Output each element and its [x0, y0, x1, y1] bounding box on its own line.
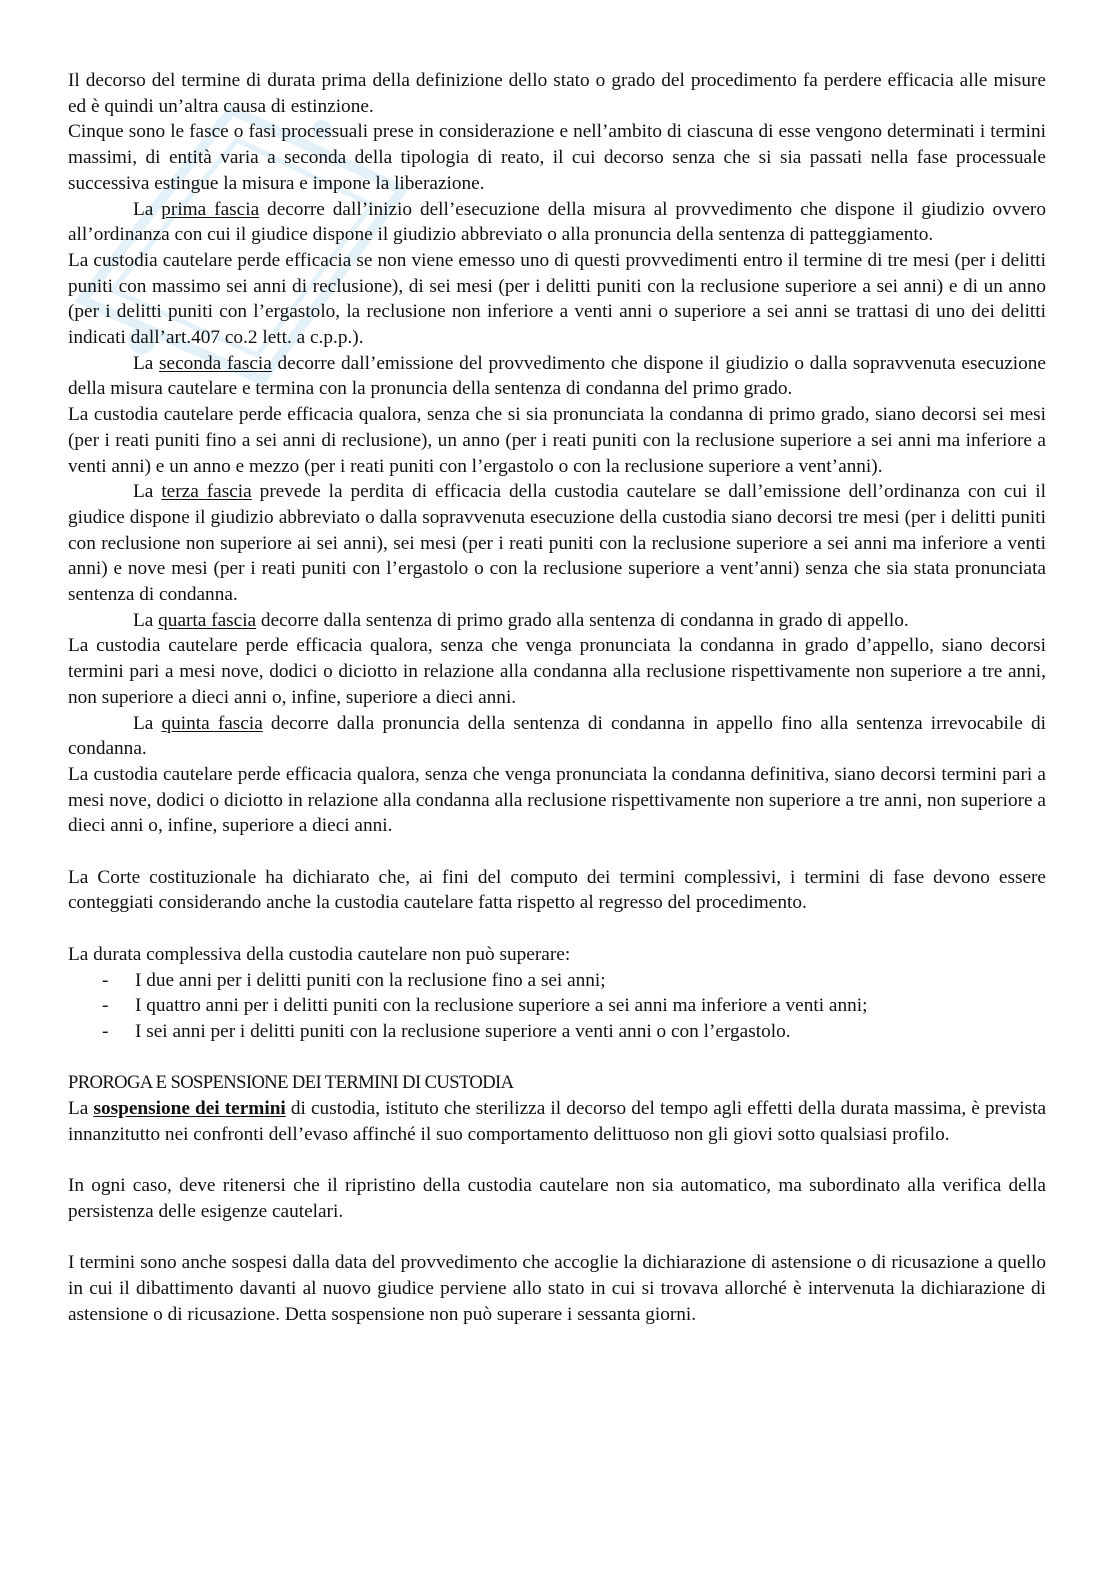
paragraph-prima-fascia-termini: La custodia cautelare perde efficacia se non viene emesso uno di questi provvedimenti entro il termine di tre mesi (per i delitti puniti con massimo sei anni di reclusione), di sei mesi (per i delitti puniti con la reclusione superiore a sei anni) e di un anno (per i delitti puniti con l’ergastolo, la reclusione non inferiore a venti anni o superiore a sei anni se trattasi di uno dei delitti indicati dall’art.407 co.2 lett. a c.p.p.). [68, 249, 1046, 349]
durata-list [68, 968, 1046, 1045]
section-heading: PROROGA E SOSPENSIONE DEI TERMINI DI CUSTODIA [68, 1072, 514, 1094]
quinta-fascia-term: quinta fascia [161, 712, 263, 734]
paragraph-seconda-fascia-termini: La custodia cautelare perde efficacia qualora, senza che si sia pronunciata la condanna di primo grado, siano decorsi sei mesi (per i reati puniti fino a sei anni di reclusione), un anno (per i reati puniti con la reclusione superiore a sei anni ma inferiore a venti anni) e un anno e mezzo (per i reati puniti con l’ergastolo o con la reclusione superiore a vent’anni). [68, 404, 1046, 477]
paragraph-quinta-fascia: La quinta fascia decorre dalla pronuncia della sentenza di condanna in appello fino alla sentenza irrevocabile di condanna. [68, 712, 1046, 760]
paragraph-seconda-fascia: La seconda fascia decorre dall’emissione del provvedimento che dispone il giudizio o dalla sopravvenuta esecuzione della misura cautelare e termina con la pronuncia della sentenza di condanna del primo grado. [68, 352, 1046, 400]
paragraph-quarta-fascia: La quarta fascia decorre dalla sentenza di primo grado alla sentenza di condanna in grado di appello. [133, 609, 909, 631]
paragraph-quinta-fascia-termini: La custodia cautelare perde efficacia qualora, senza che venga pronunciata la condanna definitiva, siano decorsi termini pari a mesi nove, dodici o diciotto in relazione alla condanna alla reclusione rispettivamente non superiore a tre anni, non superiore a dieci anni o, infine, superiore a dieci anni. [68, 763, 1046, 837]
paragraph-prima-fascia: La prima fascia decorre dall’inizio dell’esecuzione della misura al provvedimento che dispone il giudizio ovvero all’ordinanza con cui il giudice dispone il giudizio abbreviato o alla pronuncia della sentenza di patteggiamento. [68, 198, 1046, 246]
prima-fascia-term: prima fascia [161, 198, 260, 220]
seconda-fascia-term: seconda fascia [159, 352, 272, 374]
terza-fascia-term: terza fascia [161, 481, 252, 503]
paragraph-terza-fascia: La terza fascia prevede la perdita di efficacia della custodia cautelare se dall’emissione dell’ordinanza con cui il giudice dispone il giudizio abbreviato o dalla sopravvenuta esecuzione della custodia siano decorsi tre mesi (per i delitti puniti con reclusione non superiore ai sei anni), sei mesi (per i reati puniti con la reclusione superiore a sei anni ma inferiore a venti anni) e nove mesi (per i reati puniti con l’ergastolo o con la reclusione superiore a vent’anni) senza che sia stata pronunciata sentenza di condanna. [68, 481, 1047, 606]
list-item: - I quattro anni per i delitti puniti con la reclusione superiore a sei anni ma inferiore a venti anni; [102, 995, 868, 1017]
paragraph-fasce: Cinque sono le fasce o fasi processuali prese in considerazione e nell’ambito di ciascuna di esse vengono determinati i termini massimi, di entità varia a seconda della tipologia di reato, il cui decorso senza che si sia passati nella fase processuale successiva estingue la misura e impone la liberazione. [68, 121, 1046, 194]
paragraph-estinzione: Il decorso del termine di durata prima della definizione dello stato o grado del procedimento fa perdere efficacia alle misure ed è quindi un’altra causa di estinzione. [68, 70, 1046, 117]
sospensione-term: sospensione dei termini [93, 1098, 286, 1120]
list-item: - I due anni per i delitti puniti con la reclusione fino a sei anni; [102, 969, 606, 991]
paragraph-corte-costituzionale: La Corte costituzionale ha dichiarato che, ai fini del computo dei termini complessivi, i termini di fase devono essere conteggiati considerando anche la custodia cautelare fatta rispetto al regresso del procedimento. [68, 866, 1046, 914]
paragraph-sospensione: La sospensione dei termini di custodia, istituto che sterilizza il decorso del tempo agli effetti della durata massima, è prevista innanzitutto nei confronti dell’evaso affinché il suo comportamento delittuoso non gli giovi sotto qualsiasi profilo. [68, 1098, 1047, 1145]
quarta-fascia-term: quarta fascia [158, 609, 257, 631]
paragraph-quarta-fascia-termini: La custodia cautelare perde efficacia qualora, senza che venga pronunciata la condanna in grado d’appello, siano decorsi termini pari a mesi nove, dodici o diciotto in relazione alla condanna alla reclusione rispettivamente non superiore a tre anni, non superiore a dieci anni o, infine, superiore a dieci anni. [68, 635, 1046, 708]
paragraph-durata-complessiva: La durata complessiva della custodia cautelare non può superare: [68, 943, 571, 965]
paragraph-ripristino: In ogni caso, deve ritenersi che il ripristino della custodia cautelare non sia automatico, ma subordinato alla verifica della persistenza delle esigenze cautelari. [68, 1175, 1046, 1222]
list-item: - I sei anni per i delitti puniti con la reclusione superiore a venti anni o con l’ergastolo. [102, 1020, 791, 1042]
document-page [68, 68, 1046, 1327]
paragraph-astensione: I termini sono anche sospesi dalla data del provvedimento che accoglie la dichiarazione di astensione o di ricusazione a quello in cui il dibattimento davanti al nuovo giudice perviene allo stato in cui si trovava allorché è intervenuta la dichiarazione di astensione o di ricusazione. Detta sospensione non può superare i sessanta giorni. [68, 1252, 1046, 1325]
